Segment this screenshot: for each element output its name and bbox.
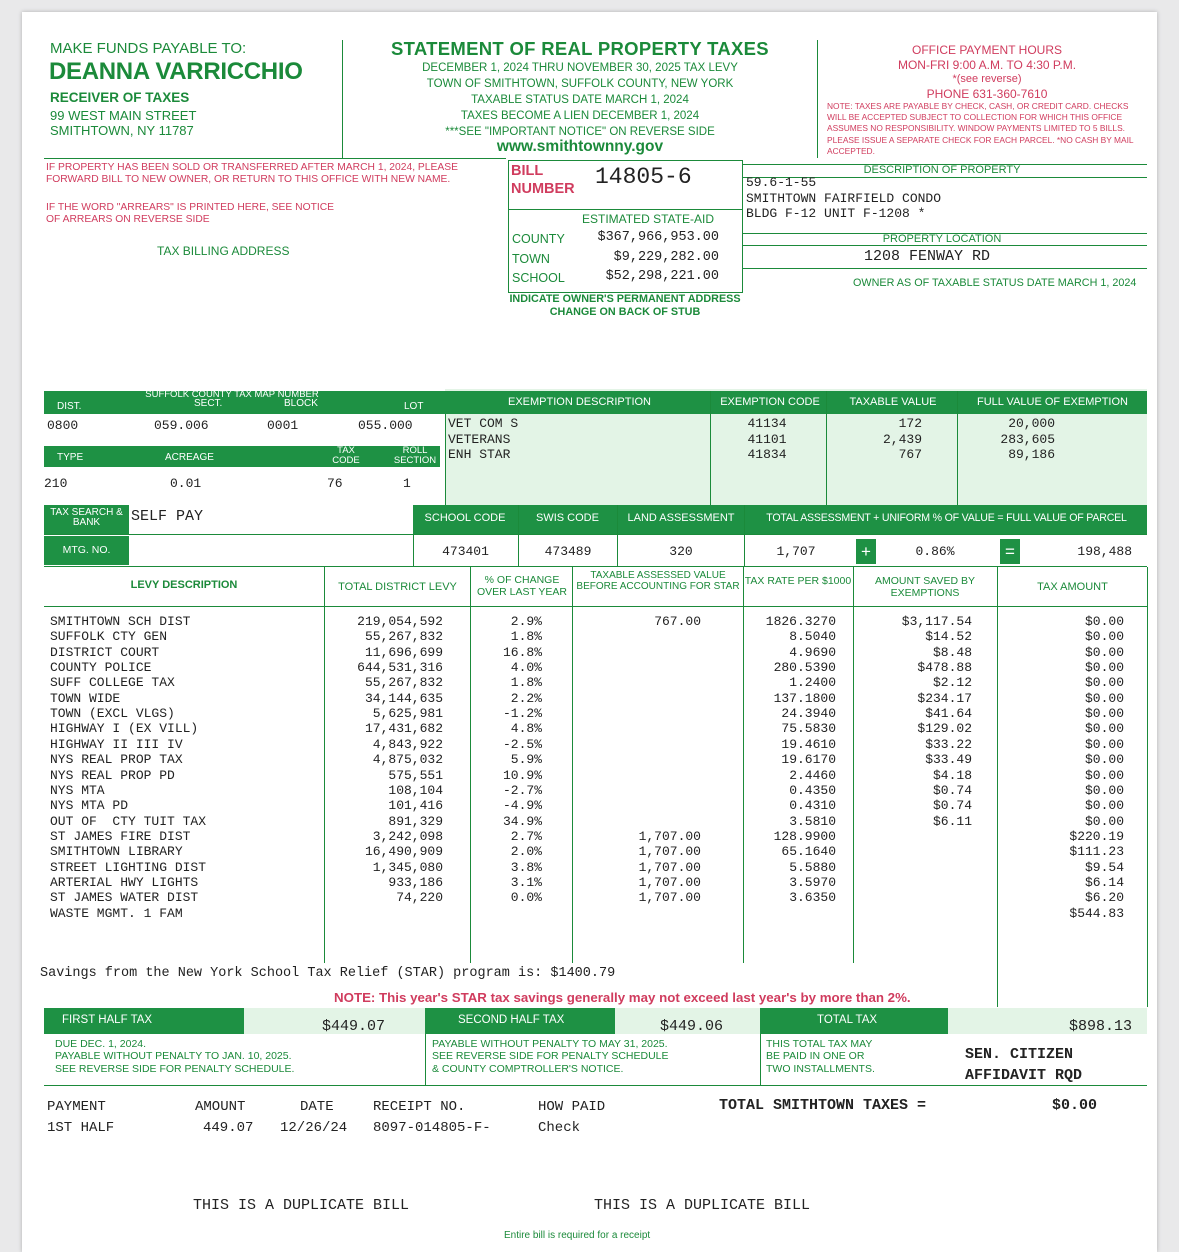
- acreage-value: 0.01: [170, 476, 202, 491]
- second-half-note: [432, 1038, 669, 1075]
- levy-total-cell: 5,625,981: [372, 706, 443, 722]
- levy-desc-cell: COUNTY POLICE: [50, 660, 152, 676]
- levy-saved-cell: $14.52: [925, 629, 972, 645]
- first-half-note: [55, 1038, 294, 1075]
- receiver-title: RECEIVER OF TAXES: [50, 90, 190, 105]
- levy-rate-cell: 128.9900: [773, 828, 836, 844]
- exemption-desc-header: EXEMPTION DESCRIPTION: [507, 396, 652, 408]
- note-line: DUE DEC. 1, 2024.: [55, 1038, 147, 1050]
- rule: [744, 505, 745, 566]
- levy-amount-cell: $0.00: [1084, 767, 1124, 783]
- acreage-header: ACREAGE: [165, 452, 214, 463]
- payment-row-payment: 1ST HALF: [47, 1120, 115, 1136]
- header-divider-left: [342, 40, 343, 158]
- equals-sign: =: [1000, 539, 1020, 564]
- levy-total-cell: 644,531,316: [357, 660, 443, 676]
- levy-saved-cell: $0.74: [932, 798, 972, 814]
- exemption-code-col: [712, 416, 822, 463]
- levy-rate-cell: 75.5830: [781, 721, 836, 737]
- rule: [44, 606, 1147, 607]
- levy-total-cell: 108,104: [388, 782, 443, 798]
- levy-total-cell: 891,329: [388, 813, 443, 829]
- levy-change-cell: -4.9%: [502, 798, 542, 814]
- rule: [44, 566, 1147, 567]
- levy-desc-header: LEVY DESCRIPTION: [130, 579, 238, 591]
- levy-amount-cell: $0.00: [1084, 629, 1124, 645]
- first-half-amount: $449.07: [322, 1018, 386, 1035]
- star-savings-line: Savings from the New York School Tax Relief (STAR) program is: $1400.79: [40, 966, 616, 981]
- bill-number: 14805-6: [595, 164, 692, 190]
- taxable-value-header: TAXABLE VALUE: [849, 396, 937, 408]
- exemption-desc: VET COM S: [448, 416, 519, 431]
- senior-citizen-flag: [965, 1044, 1082, 1086]
- assessed-value-header: TAXABLE ASSESSED VALUE BEFORE ACCOUNTING FOR STAR: [576, 570, 740, 592]
- note-line: SEE REVERSE SIDE FOR PENALTY SCHEDULE.: [55, 1062, 295, 1075]
- levy-assessed-cell: 1,707.00: [638, 874, 701, 890]
- note-line: SEE REVERSE SIDE FOR PENALTY SCHEDULE: [432, 1050, 669, 1063]
- levy-assessed-cell: 1,707.00: [638, 828, 701, 844]
- levy-desc-cell: NYS REAL PROP PD: [50, 767, 175, 783]
- statement-line: DECEMBER 1, 2024 THRU NOVEMBER 30, 2025 TAX LEVY: [422, 62, 738, 74]
- levy-change-cell: 5.9%: [510, 752, 542, 768]
- levy-desc-cell: NYS MTA PD: [50, 798, 129, 814]
- lot-value: 055.000: [358, 418, 413, 433]
- rule: [760, 1034, 761, 1085]
- levy-total-cell: 4,843,922: [372, 736, 443, 752]
- levy-desc-cell: SMITHTOWN SCH DIST: [50, 614, 191, 629]
- statement-line: ***SEE "IMPORTANT NOTICE" ON REVERSE SIDE: [445, 126, 715, 138]
- levy-rate-cell: 4.9690: [789, 644, 836, 660]
- rule: [470, 567, 471, 963]
- block-value: 0001: [267, 418, 299, 433]
- levy-rate-cell: 5.5880: [789, 859, 836, 875]
- website-link[interactable]: www.smithtownny.gov: [496, 138, 664, 155]
- levy-saved-cell: $129.02: [917, 721, 972, 737]
- levy-rate-cell: 65.1640: [781, 844, 836, 860]
- exemption-code: 41134: [747, 416, 787, 431]
- levy-change-cell: 4.0%: [510, 660, 542, 676]
- receiver-city: SMITHTOWN, NY 11787: [50, 123, 194, 138]
- levy-total-cell: 933,186: [388, 874, 443, 890]
- star-note: NOTE: This year's STAR tax savings generally may not exceed last year's by more than 2%.: [334, 990, 911, 1005]
- taxcode-value: 76: [327, 476, 343, 491]
- levy-saved-cell: $478.88: [917, 660, 972, 676]
- levy-change-cell: -2.7%: [502, 782, 542, 798]
- permanent-address-note: INDICATE OWNER'S PERMANENT ADDRESS CHANGE ON BACK OF STUB: [509, 293, 741, 318]
- total-tax-note: [766, 1038, 875, 1075]
- statement-title: STATEMENT OF REAL PROPERTY TAXES: [391, 38, 769, 59]
- senior-line: AFFIDAVIT RQD: [965, 1067, 1083, 1084]
- taxmap-sect-header: SECT.: [194, 398, 223, 409]
- exemption-code-header: EXEMPTION CODE: [720, 396, 820, 408]
- office-payment-note: NOTE: TAXES ARE PAYABLE BY CHECK, CASH, OR CREDIT CARD. CHECKS WILL BE ACCEPTED SUBJECT TO COLLECTION FOR WHICH THIS OFFICE ASSUMES NO RESPONSIBILITY. WINDOW PAYMENTS LIMITED TO 5 BILLS. PLEASE ISSUE A SEPARATE CHECK FOR EACH PARCEL. *NO CASH BY MAIL ACCEPTED.: [827, 101, 1134, 156]
- total-smithtown-value: $0.00: [1052, 1097, 1098, 1114]
- total-assessment-value: 1,707: [776, 544, 816, 559]
- swis-code-value: 473489: [544, 544, 592, 559]
- levy-assessed-cell: 1,707.00: [638, 844, 701, 860]
- levy-amount-cell: $6.20: [1084, 890, 1124, 906]
- levy-saved-cell: $4.18: [932, 767, 972, 783]
- description-lines: [746, 175, 941, 222]
- levy-change-cell: 4.8%: [510, 721, 542, 737]
- levy-amount-cell: $544.83: [1069, 905, 1124, 921]
- office-hours-title: OFFICE PAYMENT HOURS: [911, 43, 1062, 57]
- date-header: DATE: [300, 1099, 334, 1115]
- taxable-value: 172: [898, 416, 922, 431]
- levy-amount-cell: $220.19: [1069, 828, 1124, 844]
- levy-total-cell: 4,875,032: [372, 752, 443, 768]
- levy-rate-cell: 24.3940: [781, 706, 836, 722]
- levy-amount-cell: $9.54: [1084, 859, 1124, 875]
- levy-change-cell: -2.5%: [502, 736, 542, 752]
- levy-total-cell: 34,144,635: [364, 690, 443, 706]
- payment-row-how: Check: [538, 1120, 581, 1136]
- levy-saved-cell: $3,117.54: [901, 614, 972, 629]
- second-half-label: SECOND HALF TAX: [458, 1014, 565, 1026]
- exemption-desc: VETERANS: [448, 431, 511, 447]
- sect-value: 059.006: [154, 418, 209, 433]
- levy-total-cell: 55,267,832: [364, 675, 443, 691]
- state-aid-town-value: $9,229,282.00: [613, 249, 719, 265]
- payable-to-label: MAKE FUNDS PAYABLE TO:: [50, 40, 247, 57]
- rule: [742, 268, 1147, 269]
- levy-total-cell: 575,551: [388, 767, 443, 783]
- rule: [710, 391, 711, 505]
- owner-status-note: OWNER AS OF TAXABLE STATUS DATE MARCH 1, 2024: [853, 277, 1137, 289]
- property-location: 1208 FENWAY RD: [864, 248, 991, 265]
- tax-search-value: SELF PAY: [131, 508, 204, 525]
- levy-desc-cell: SUFF COLLEGE TAX: [50, 675, 175, 691]
- levy-change-cell: 2.0%: [510, 844, 542, 860]
- levy-rate-cell: 3.5970: [789, 874, 836, 890]
- bill-number-label: BILL NUMBER: [511, 163, 575, 197]
- rule: [508, 209, 742, 210]
- full-value-exemption: 89,186: [1008, 447, 1055, 462]
- levy-assessed-cell: 1,707.00: [638, 859, 701, 875]
- header-divider-right: [817, 40, 818, 158]
- type-header-bar: [44, 446, 440, 467]
- levy-rate-cell: 0.4310: [789, 798, 836, 814]
- levy-desc-cell: ARTERIAL HWY LIGHTS: [50, 874, 199, 890]
- state-aid-county-value: $367,966,953.00: [597, 230, 719, 245]
- exemption-code: 41101: [747, 431, 787, 447]
- description-line: SMITHTOWN FAIRFIELD CONDO: [746, 190, 942, 206]
- taxable-value-col: [828, 416, 922, 463]
- rule: [425, 1034, 426, 1085]
- full-value-exemption-header: FULL VALUE OF EXEMPTION: [977, 396, 1128, 408]
- rule: [445, 414, 446, 505]
- levy-total-cell: 11,696,699: [364, 644, 443, 660]
- note-line: BE PAID IN ONE OR: [766, 1050, 865, 1063]
- type-value: 210: [44, 476, 68, 491]
- rule: [44, 158, 506, 159]
- levy-amount-cell: $0.00: [1084, 721, 1124, 737]
- levy-rate-cell: 3.5810: [789, 813, 836, 829]
- taxable-value: 767: [898, 447, 922, 462]
- note-line: TWO INSTALLMENTS.: [766, 1062, 875, 1075]
- levy-rate-cell: 1826.3270: [765, 614, 836, 629]
- sold-notice: IF PROPERTY HAS BEEN SOLD OR TRANSFERRED AFTER MARCH 1, 2024, PLEASE FORWARD BILL TO NEW OWNER, OR RETURN TO THIS OFFICE WITH NEW NAME.: [46, 162, 458, 185]
- type-header: TYPE: [57, 452, 84, 463]
- rule: [957, 391, 958, 505]
- rule: [44, 1085, 1147, 1086]
- levy-amount-cell: $111.23: [1069, 844, 1124, 860]
- levy-saved-cell: $0.74: [932, 782, 972, 798]
- state-aid-values: [567, 228, 719, 287]
- payment-row-date: 12/26/24: [280, 1120, 348, 1136]
- levy-total-cell: 17,431,682: [364, 721, 443, 737]
- statement-line: TAXABLE STATUS DATE MARCH 1, 2024: [471, 94, 689, 106]
- rule: [742, 245, 1147, 246]
- roll-section-header: ROLL SECTION: [393, 445, 437, 466]
- senior-line: SEN. CITIZEN: [965, 1046, 1074, 1063]
- description-line: BLDG F-12 UNIT F-1208 *: [746, 206, 926, 221]
- levy-change-cell: 16.8%: [502, 644, 542, 660]
- levy-amount-cell: $0.00: [1084, 736, 1124, 752]
- tax-amount-header: TAX AMOUNT: [1037, 581, 1108, 593]
- levy-change-cell: 1.8%: [510, 675, 542, 691]
- total-assessment-header: TOTAL ASSESSMENT + UNIFORM % OF VALUE = FULL VALUE OF PARCEL: [766, 512, 1127, 524]
- receipt-header: RECEIPT NO.: [373, 1099, 466, 1115]
- levy-change-cell: 0.0%: [510, 890, 542, 906]
- levy-rate-cell: 19.4610: [781, 736, 836, 752]
- levy-desc-cell: SMITHTOWN LIBRARY: [50, 844, 183, 860]
- levy-rate-cell: 1.2400: [789, 675, 836, 691]
- office-phone: PHONE 631-360-7610: [926, 86, 1048, 101]
- dist-value: 0800: [47, 418, 79, 433]
- levy-amount-cell: $0.00: [1084, 675, 1124, 691]
- amount-header: AMOUNT: [195, 1099, 246, 1115]
- levy-change-cell: 2.9%: [510, 614, 542, 629]
- levy-desc-cell: NYS REAL PROP TAX: [50, 752, 183, 768]
- levy-amount-cell: $0.00: [1084, 752, 1124, 768]
- note-line: PAYABLE WITHOUT PENALTY TO JAN. 10, 2025.: [55, 1050, 292, 1063]
- levy-desc-cell: STREET LIGHTING DIST: [50, 859, 207, 875]
- statement-line: TAXES BECOME A LIEN DECEMBER 1, 2024: [460, 110, 700, 122]
- how-paid-header: HOW PAID: [538, 1099, 606, 1115]
- total-tax-label: TOTAL TAX: [817, 1014, 878, 1026]
- levy-rate-cell: 137.1800: [773, 690, 836, 706]
- state-aid-title: ESTIMATED STATE-AID: [582, 212, 715, 226]
- second-half-amount: $449.06: [660, 1018, 724, 1035]
- school-code-value: 473401: [442, 544, 489, 559]
- description-title: DESCRIPTION OF PROPERTY: [863, 164, 1021, 176]
- total-smithtown-label: TOTAL SMITHTOWN TAXES =: [719, 1097, 927, 1114]
- levy-amount-cell: $0.00: [1084, 614, 1124, 629]
- levy-amount-cell: $6.14: [1084, 874, 1124, 890]
- state-aid-school-value: $52,298,221.00: [605, 269, 719, 284]
- levy-change-cell: 3.1%: [510, 874, 542, 890]
- statement-lines: [344, 60, 816, 140]
- levy-change-cell: 2.7%: [510, 828, 542, 844]
- levy-desc-cell: HIGHWAY I (EX VILL): [50, 721, 199, 737]
- note-line: THIS TOTAL TAX MAY: [766, 1038, 873, 1050]
- levy-rate-cell: 19.6170: [781, 752, 836, 768]
- taxmap-dist-header: DIST.: [57, 401, 82, 412]
- levy-total-cell: 219,054,592: [357, 614, 443, 629]
- full-value-col: [959, 416, 1055, 463]
- land-assessment-header: LAND ASSESSMENT: [627, 512, 735, 524]
- full-value-parcel: 198,488: [1077, 544, 1132, 559]
- receipt-note: Entire bill is required for a receipt: [504, 1230, 651, 1241]
- levy-desc-cell: OUT OF CTY TUIT TAX: [50, 813, 207, 829]
- land-assessment-value: 320: [669, 544, 693, 559]
- levy-saved-cell: $33.49: [925, 752, 972, 768]
- levy-total-cell: 101,416: [388, 798, 443, 814]
- levy-amount-cell: $0.00: [1084, 690, 1124, 706]
- levy-saved-cell: $234.17: [917, 690, 972, 706]
- levy-amount-cell: $0.00: [1084, 706, 1124, 722]
- mtg-header: MTG. NO.: [62, 544, 111, 556]
- levy-desc-cell: DISTRICT COURT: [50, 644, 160, 660]
- levy-total-cell: 55,267,832: [364, 629, 443, 645]
- uniform-percent-value: 0.86%: [915, 544, 955, 559]
- office-hours-days: MON-FRI 9:00 A.M. TO 4:30 P.M.: [897, 57, 1077, 72]
- office-hours-block: [822, 43, 1152, 101]
- levy-desc-cell: TOWN WIDE: [50, 690, 121, 706]
- levy-desc-cell: SUFFOLK CTY GEN: [50, 629, 168, 645]
- levy-amount-cell: $0.00: [1084, 660, 1124, 676]
- levy-desc-cell: WASTE MGMT. 1 FAM: [50, 905, 183, 921]
- levy-desc-cell: HIGHWAY II III IV: [50, 736, 183, 752]
- percent-change-header: % OF CHANGE OVER LAST YEAR: [476, 574, 568, 598]
- plus-sign: +: [856, 539, 876, 564]
- state-aid-county-label: COUNTY: [512, 232, 565, 246]
- school-code-header: SCHOOL CODE: [424, 512, 506, 524]
- levy-total-cell: 74,220: [396, 890, 443, 906]
- levy-amount-cell: $0.00: [1084, 644, 1124, 660]
- rule: [572, 567, 573, 963]
- levy-saved-cell: $2.12: [932, 675, 972, 691]
- levy-total-cell: 16,490,909: [364, 844, 443, 860]
- levy-change-cell: -1.2%: [502, 706, 542, 722]
- taxmap-title: SUFFOLK COUNTY TAX MAP NUMBER: [145, 389, 319, 400]
- first-half-label: FIRST HALF TAX: [62, 1014, 153, 1026]
- exemption-code: 41834: [747, 447, 787, 462]
- levy-total-cell: 1,345,080: [372, 859, 443, 875]
- full-value-exemption: 20,000: [1008, 416, 1055, 431]
- swis-code-header: SWIS CODE: [536, 512, 599, 524]
- arrears-notice: IF THE WORD "ARREARS" IS PRINTED HERE, SEE NOTICE OF ARREARS ON REVERSE SIDE: [46, 202, 335, 225]
- roll-section-value: 1: [403, 476, 411, 491]
- levy-amount-cell: $0.00: [1084, 813, 1124, 829]
- state-aid-school-label: SCHOOL: [512, 271, 565, 285]
- statement-line: TOWN OF SMITHTOWN, SUFFOLK COUNTY, NEW YORK: [426, 78, 734, 90]
- state-aid-town-label: TOWN: [512, 251, 550, 266]
- state-aid-labels: [512, 230, 565, 289]
- levy-assessed-cell: 1,707.00: [638, 890, 701, 906]
- levy-change-cell: 34.9%: [502, 813, 542, 829]
- duplicate-bill-left: THIS IS A DUPLICATE BILL: [193, 1197, 410, 1214]
- rule: [826, 391, 827, 505]
- taxmap-lot-header: LOT: [404, 401, 424, 412]
- total-tax-amount: $898.13: [1068, 1018, 1132, 1035]
- amount-saved-header: AMOUNT SAVED BY EXEMPTIONS: [875, 575, 975, 599]
- levy-saved-cell: $41.64: [925, 706, 972, 722]
- district-levy-header: TOTAL DISTRICT LEVY: [338, 581, 457, 593]
- taxable-value: 2,439: [882, 431, 922, 447]
- receiver-name: DEANNA VARRICCHIO: [49, 58, 303, 85]
- full-value-exemption: 283,605: [1000, 431, 1055, 447]
- receiver-street: 99 WEST MAIN STREET: [50, 108, 197, 123]
- levy-rate-cell: 0.4350: [789, 782, 836, 798]
- levy-rate-cell: 3.6350: [789, 890, 836, 906]
- levy-change-cell: 10.9%: [502, 767, 542, 783]
- note-line: & COUNTY COMPTROLLER'S NOTICE.: [432, 1062, 624, 1075]
- levy-desc-cell: ST JAMES WATER DIST: [50, 890, 199, 906]
- payment-header: PAYMENT: [47, 1099, 106, 1115]
- levy-saved-cell: $8.48: [932, 644, 972, 660]
- levy-amount-cell: $0.00: [1084, 798, 1124, 814]
- levy-assessed-cell: 767.00: [654, 614, 701, 629]
- tax-bill-page: [22, 12, 1157, 1252]
- taxmap-block-header: BLOCK: [284, 398, 318, 409]
- billing-address-label: TAX BILLING ADDRESS: [157, 244, 290, 258]
- levy-desc-cell: NYS MTA: [50, 782, 105, 798]
- rule: [44, 534, 1147, 535]
- tax-rate-header: TAX RATE PER $1000: [744, 575, 852, 587]
- taxcode-header: TAX CODE: [332, 445, 360, 466]
- levy-change-cell: 2.2%: [510, 690, 542, 706]
- payment-row-receipt: 8097-014805-F-: [373, 1120, 491, 1136]
- levy-saved-cell: $6.11: [932, 813, 972, 829]
- tax-search-header: TAX SEARCH & BANK: [50, 507, 123, 528]
- rule: [1147, 567, 1148, 1007]
- levy-desc-cell: ST JAMES FIRE DIST: [50, 828, 191, 844]
- exemption-desc: ENH STAR: [448, 447, 511, 462]
- location-title: PROPERTY LOCATION: [882, 233, 1002, 245]
- exemption-desc-col: [448, 416, 518, 463]
- levy-rate-cell: 2.4460: [789, 767, 836, 783]
- levy-desc-cell: TOWN (EXCL VLGS): [50, 706, 175, 722]
- levy-total-cell: 3,242,098: [372, 828, 443, 844]
- levy-change-cell: 3.8%: [510, 859, 542, 875]
- levy-rate-cell: 280.5390: [773, 660, 836, 676]
- note-line: PAYABLE WITHOUT PENALTY TO MAY 31, 2025.: [432, 1038, 668, 1050]
- description-line: 59.6-1-55: [746, 175, 817, 190]
- duplicate-bill-right: THIS IS A DUPLICATE BILL: [594, 1197, 811, 1214]
- levy-amount-cell: $0.00: [1084, 782, 1124, 798]
- levy-rate-cell: 8.5040: [789, 629, 836, 645]
- levy-change-cell: 1.8%: [510, 629, 542, 645]
- office-see-reverse: *(see reverse): [952, 73, 1022, 85]
- levy-saved-cell: $33.22: [925, 736, 972, 752]
- payment-row-amount: 449.07: [203, 1120, 254, 1136]
